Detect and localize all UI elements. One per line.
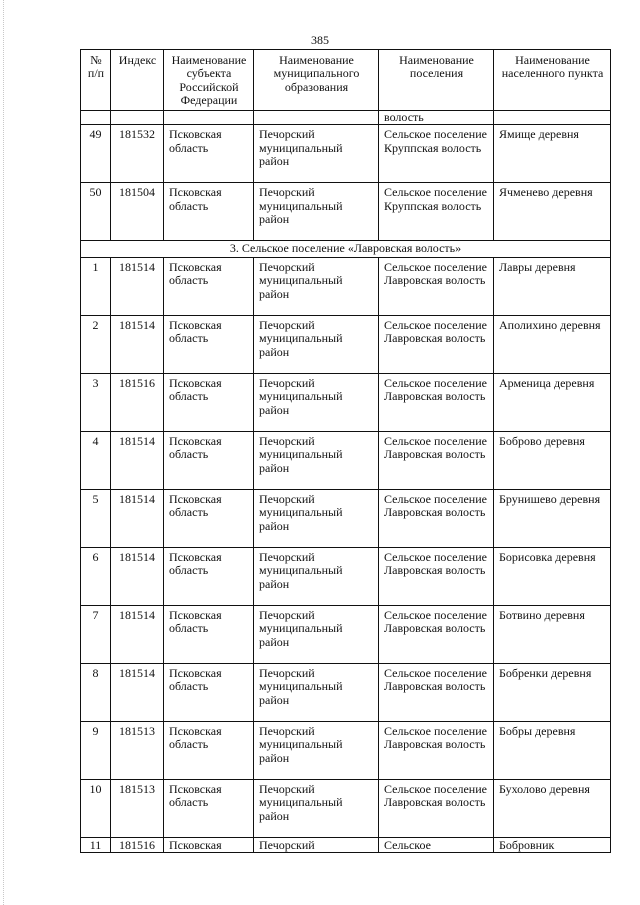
cell-locality: Бухолово деревня [494, 779, 611, 837]
cell-municipality: Печорский муниципальный район [254, 779, 379, 837]
table-header-row [81, 50, 611, 111]
cell-subject: Псковская область [164, 547, 254, 605]
cell-subject: Псковская область [164, 779, 254, 837]
cell-settlement: Сельское поселение Лавровская волость [379, 779, 494, 837]
cell-subject: Псковская область [164, 721, 254, 779]
cell-index: 181513 [111, 779, 164, 837]
page-edge-marks [3, 0, 5, 905]
table-row [81, 489, 611, 547]
cell-settlement: Сельское поселение Круппская волость [379, 183, 494, 241]
cell-subject: Псковская область [164, 257, 254, 315]
cell-number: 1 [81, 257, 111, 315]
section-title: 3. Сельское поселение «Лавровская волость» [81, 241, 611, 257]
cell-locality: Бобренки деревня [494, 663, 611, 721]
table-row [81, 779, 611, 837]
table-row [81, 373, 611, 431]
cell-index: 181514 [111, 547, 164, 605]
table-row [81, 183, 611, 241]
cell-municipality: Печорский муниципальный район [254, 431, 379, 489]
cell-subject: Псковская область [164, 431, 254, 489]
cell-subject: Псковская область [164, 125, 254, 183]
cell-municipality: Печорский муниципальный район [254, 373, 379, 431]
cell-number: 10 [81, 779, 111, 837]
table-row [81, 431, 611, 489]
cell-index: 181514 [111, 663, 164, 721]
cell-municipality: Печорский муниципальный район [254, 489, 379, 547]
table-cell [494, 111, 611, 125]
cell-settlement: Сельское поселение Лавровская волость [379, 547, 494, 605]
cell-number: 9 [81, 721, 111, 779]
cell-number: 4 [81, 431, 111, 489]
cell-locality: Ямище деревня [494, 125, 611, 183]
cell-subject: Псковская область [164, 315, 254, 373]
table-cell [81, 111, 111, 125]
cell-index: 181513 [111, 721, 164, 779]
cell-index: 181516 [111, 373, 164, 431]
cell-municipality: Печорский муниципальный район [254, 547, 379, 605]
cell-number: 7 [81, 605, 111, 663]
table-cell [164, 111, 254, 125]
cell-subject: Псковская область [164, 489, 254, 547]
cell-number: 3 [81, 373, 111, 431]
cell-subject: Псковская область [164, 183, 254, 241]
cell-locality: Ячменево деревня [494, 183, 611, 241]
header-number: № п/п [81, 50, 111, 111]
cell-municipality: Печорский муниципальный район [254, 663, 379, 721]
header-municipality: Наименование муниципального образования [254, 50, 379, 111]
section-heading-row [81, 241, 611, 257]
cell-locality: Борисовка деревня [494, 547, 611, 605]
cell-settlement: Сельское поселение Лавровская волость [379, 315, 494, 373]
table-row [81, 837, 611, 852]
cell-subject: Псковская область [164, 373, 254, 431]
table-cell [254, 111, 379, 125]
cell-number: 6 [81, 547, 111, 605]
table-cell [111, 111, 164, 125]
cell-index: 181514 [111, 315, 164, 373]
cell-municipality: Печорский муниципальный район [254, 257, 379, 315]
header-index: Индекс [111, 50, 164, 111]
cell-index: 181514 [111, 605, 164, 663]
page-number: 385 [311, 33, 329, 47]
cell-index: 181532 [111, 125, 164, 183]
table-row [81, 547, 611, 605]
cell-settlement: Сельское поселение Лавровская волость [379, 431, 494, 489]
cell-settlement: Сельское поселение Круппская волость [379, 125, 494, 183]
cell-locality: Аполихино деревня [494, 315, 611, 373]
localities-table [80, 49, 611, 853]
table-row [81, 125, 611, 183]
cell-settlement: Сельское поселение Лавровская волость [379, 663, 494, 721]
cell-municipality: Печорский муниципальный район [254, 315, 379, 373]
cell-locality: Лавры деревня [494, 257, 611, 315]
cell-number: 11 [81, 837, 111, 852]
table-row [81, 605, 611, 663]
cell-settlement: Сельское поселение Лавровская волость [379, 489, 494, 547]
header-settlement: Наименование поселения [379, 50, 494, 111]
cell-locality: Брунишево деревня [494, 489, 611, 547]
cell-number: 50 [81, 183, 111, 241]
cell-number: 49 [81, 125, 111, 183]
cell-subject: Псковская [164, 837, 254, 852]
cell-municipality: Печорский муниципальный район [254, 605, 379, 663]
cell-municipality: Печорский муниципальный район [254, 183, 379, 241]
cell-locality: Арменица деревня [494, 373, 611, 431]
cell-settlement: Сельское [379, 837, 494, 852]
cell-locality: Бобры деревня [494, 721, 611, 779]
cell-number: 8 [81, 663, 111, 721]
cell-municipality: Печорский [254, 837, 379, 852]
cell-subject: Псковская область [164, 663, 254, 721]
cell-settlement: Сельское поселение Лавровская волость [379, 373, 494, 431]
cell-index: 181516 [111, 837, 164, 852]
cell-subject: Псковская область [164, 605, 254, 663]
cell-number: 2 [81, 315, 111, 373]
continued-settlement-cell: волость [379, 111, 494, 125]
cell-settlement: Сельское поселение Лавровская волость [379, 721, 494, 779]
table-row [81, 663, 611, 721]
table-row [81, 721, 611, 779]
cell-settlement: Сельское поселение Лавровская волость [379, 605, 494, 663]
cell-municipality: Печорский муниципальный район [254, 125, 379, 183]
cell-index: 181514 [111, 431, 164, 489]
header-locality: Наименование населенного пункта [494, 50, 611, 111]
cell-settlement: Сельское поселение Лавровская волость [379, 257, 494, 315]
cell-municipality: Печорский муниципальный район [254, 721, 379, 779]
cell-index: 181504 [111, 183, 164, 241]
cell-locality: Боброво деревня [494, 431, 611, 489]
cell-index: 181514 [111, 257, 164, 315]
header-subject: Наименование субъекта Российской Федерации [164, 50, 254, 111]
table-row [81, 257, 611, 315]
continuation-row [81, 111, 611, 125]
cell-index: 181514 [111, 489, 164, 547]
cell-locality: Ботвино деревня [494, 605, 611, 663]
cell-locality: Бобровник [494, 837, 611, 852]
table-row [81, 315, 611, 373]
document-table-container [80, 49, 610, 853]
table-body [81, 111, 611, 853]
cell-number: 5 [81, 489, 111, 547]
